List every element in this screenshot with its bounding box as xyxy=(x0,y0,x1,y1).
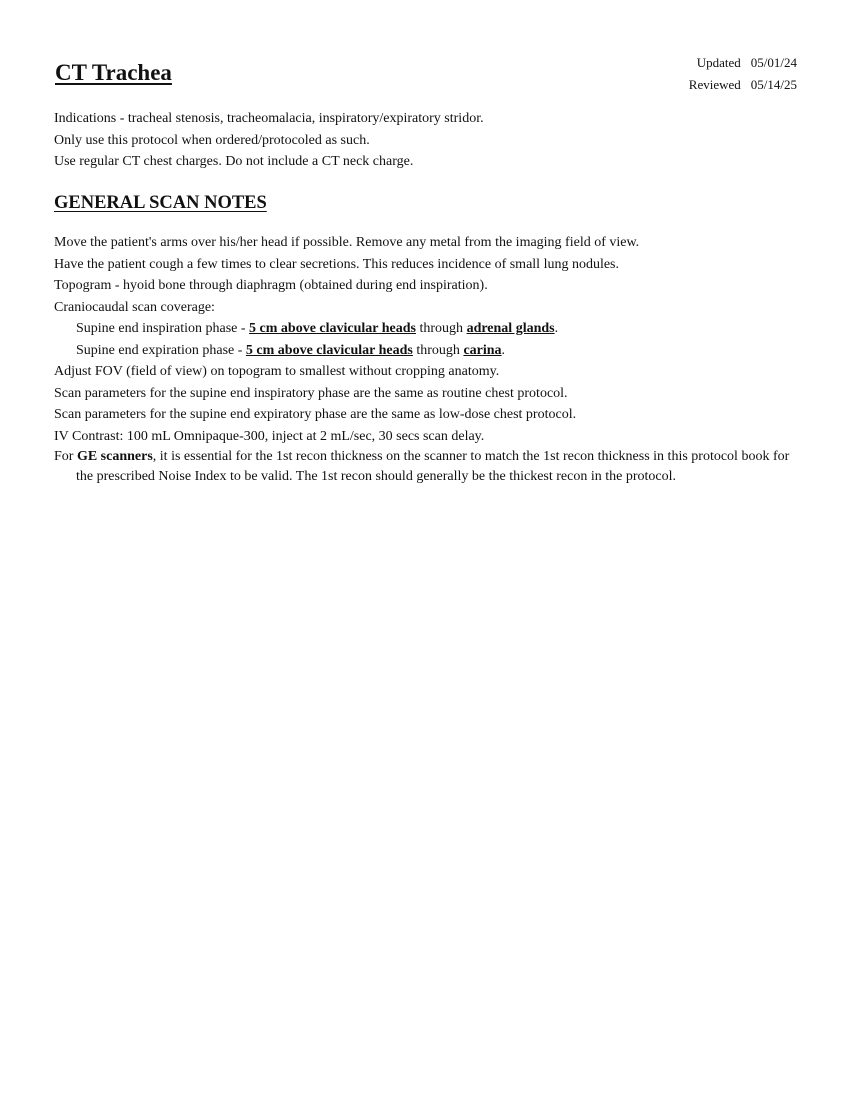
section-heading: GENERAL SCAN NOTES xyxy=(54,193,267,213)
ge-scanners-bold: GE scanners xyxy=(76,449,153,464)
updated-date: 05/01/24 xyxy=(750,55,797,70)
note-cough: Have the patient cough a few times to clear secretions. This reduces incidence of small lung nodules. xyxy=(54,256,620,272)
page-title: CT Trachea xyxy=(55,60,172,85)
inspiration-end: adrenal glands xyxy=(466,321,555,336)
note-fov: Adjust FOV (field of view) on topogram to smallest without cropping anatomy. xyxy=(54,364,500,379)
note-inspiration-phase xyxy=(54,318,799,340)
note-topogram: Topogram - hyoid bone through diaphragm (obtained during end inspiration). xyxy=(54,278,488,293)
expiration-end: carina xyxy=(463,342,502,358)
charges-line: Use regular CT chest charges. Do not include a CT neck charge. xyxy=(54,154,414,169)
note-arms: Move the patient's arms over his/her head if possible. Remove any metal from the imaging field of view. xyxy=(54,235,640,250)
expiration-suffix: . xyxy=(501,342,506,358)
reviewed-label: Reviewed xyxy=(688,76,741,92)
note-ge-scanners xyxy=(54,447,799,487)
inspiration-suffix: . xyxy=(554,321,559,336)
note-inspiratory-params: Scan parameters for the supine end inspiratory phase are the same as routine chest protocol. xyxy=(54,385,568,401)
general-notes xyxy=(54,232,799,487)
note-expiration-phase xyxy=(54,340,799,362)
reviewed-row xyxy=(689,74,797,96)
expiration-prefix: Supine end expiration phase - xyxy=(76,342,246,358)
note-expiratory-params: Scan parameters for the supine end expiratory phase are the same as low-dose chest protocol. xyxy=(54,407,577,422)
inspiration-prefix: Supine end inspiration phase - xyxy=(76,321,250,336)
note-contrast: IV Contrast: 100 mL Omnipaque-300, inject at 2 mL/sec, 30 secs scan delay. xyxy=(54,428,485,444)
reviewed-date: 05/14/25 xyxy=(750,76,797,92)
expiration-start: 5 cm above clavicular heads xyxy=(245,342,413,358)
note-coverage: Craniocaudal scan coverage: xyxy=(54,299,215,315)
updated-label: Updated xyxy=(696,55,741,70)
ge-rest: , it is essential for the 1st recon thickness on the scanner to match the 1st recon thickness in this protocol book for the prescribed Noise Index to be valid. The 1st recon should generally be the thickest recon in the protocol. xyxy=(76,449,790,484)
expiration-mid: through xyxy=(412,342,464,358)
revision-dates xyxy=(689,52,797,95)
usage-line: Only use this protocol when ordered/protocoled as such. xyxy=(54,132,370,148)
updated-row xyxy=(689,52,797,74)
inspiration-mid: through xyxy=(416,321,467,336)
ge-prefix: For xyxy=(54,449,77,464)
indications-line: Indications - tracheal stenosis, tracheomalacia, inspiratory/expiratory stridor. xyxy=(54,111,484,126)
intro-block xyxy=(54,108,814,173)
inspiration-start: 5 cm above clavicular heads xyxy=(249,321,416,336)
